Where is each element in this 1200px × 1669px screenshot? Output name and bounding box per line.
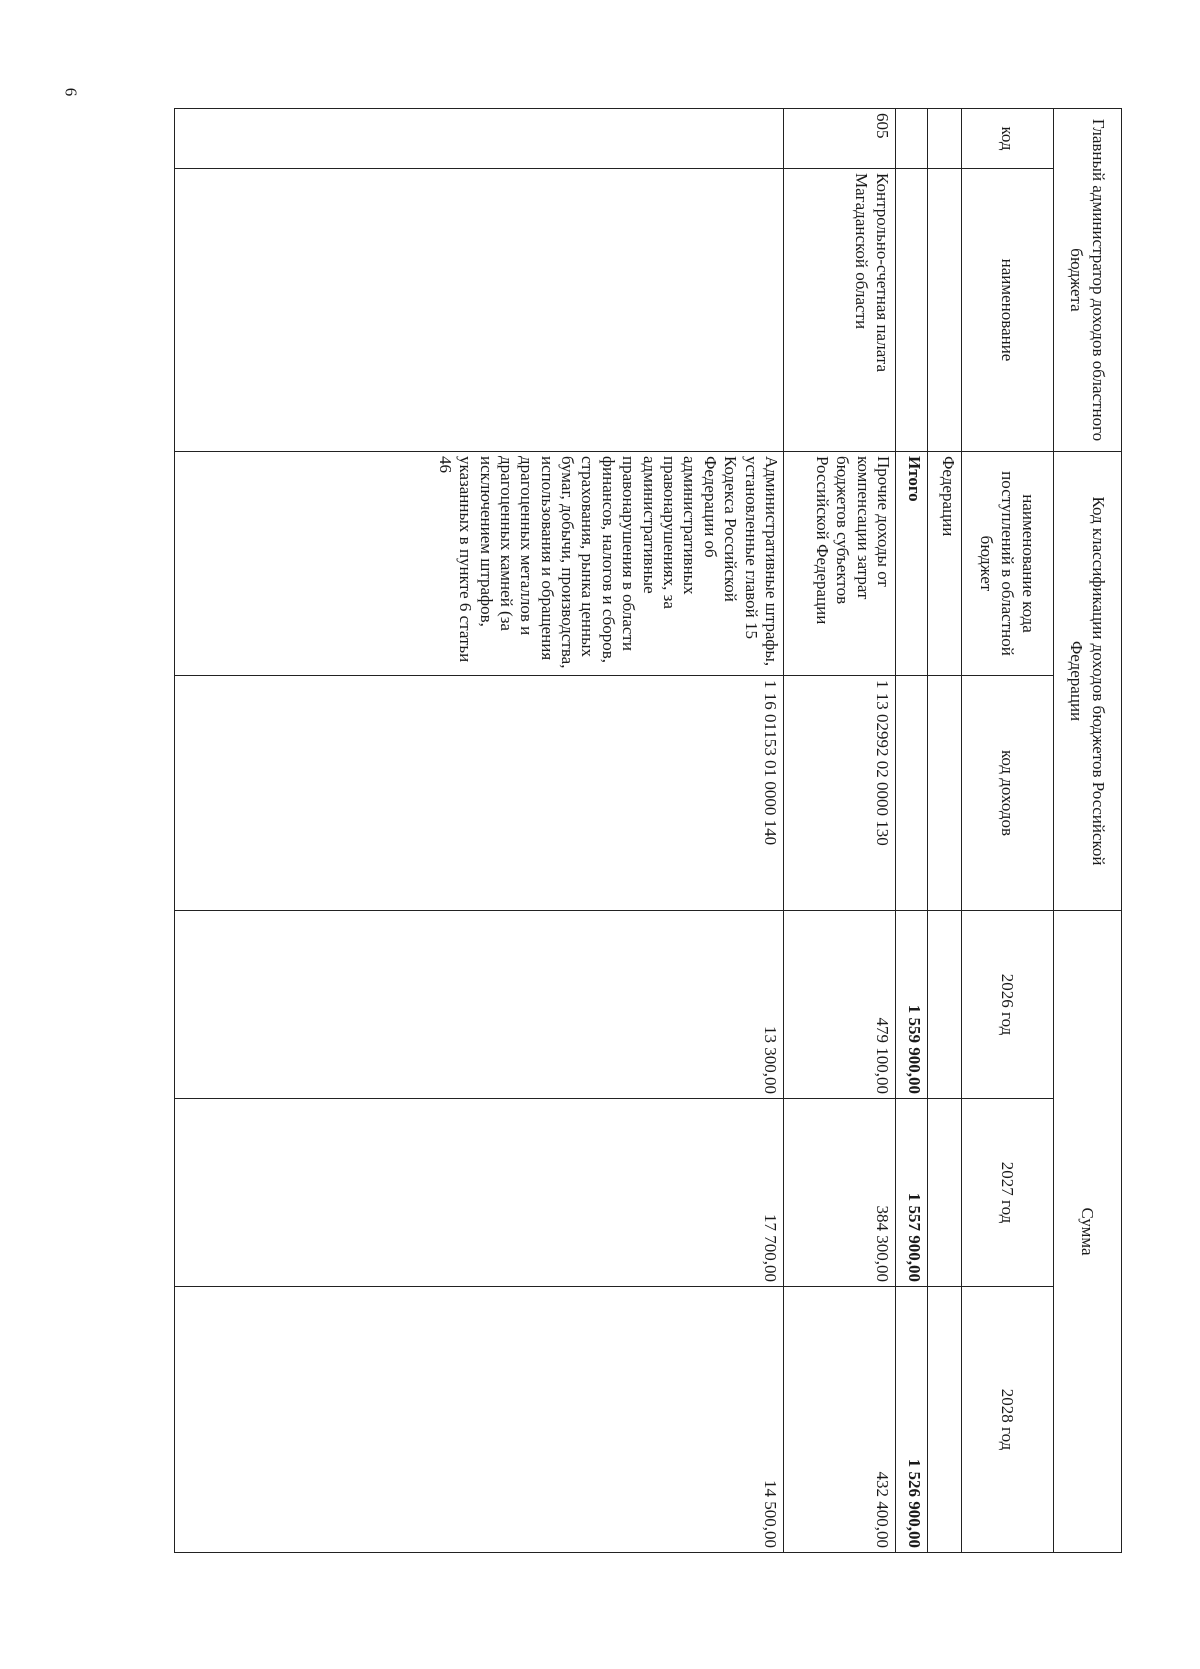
year-2028-header: 2028 год: [962, 1287, 1054, 1553]
row-value-2028: [928, 1287, 962, 1553]
row-code: [928, 109, 962, 169]
page-number: 6: [61, 87, 81, 97]
total-label: Итого: [896, 452, 928, 676]
table-row-total: [896, 109, 928, 1553]
admin-code-header: код: [962, 109, 1054, 169]
row-income-code: 1 13 02992 02 0000 130: [784, 676, 896, 911]
row-value-2026: 479 100,00: [784, 911, 896, 1099]
table-row: [175, 109, 784, 1553]
row-code: [175, 109, 784, 169]
row-value-2027: 17 700,00: [175, 1099, 784, 1287]
table-row: [928, 109, 962, 1553]
total-2028: 1 526 900,00: [896, 1287, 928, 1553]
sum-group-header: Сумма: [1054, 911, 1122, 1553]
row-income-name: Прочие доходы от компенсации затрат бюджетов субъектов Российской Федерации: [784, 452, 896, 676]
row-income-name: Федерации: [928, 452, 962, 676]
income-code-header: код доходов: [962, 676, 1054, 911]
year-2027-header: 2027 год: [962, 1099, 1054, 1287]
row-value-2027: [928, 1099, 962, 1287]
row-income-code: [896, 676, 928, 911]
income-table: [174, 108, 1122, 1553]
total-2027: 1 557 900,00: [896, 1099, 928, 1287]
row-value-2026: 13 300,00: [175, 911, 784, 1099]
row-income-name: Административные штрафы, установленные главой 15 Кодекса Российской Федерации об административных правонарушениях, за административные правонарушения в области финансов, налогов и сборов, страхования, рынка ценных бумаг, добычи, производства, использования и обращения драгоценных металлов и драгоценных камней (за исключением штрафов, указанных в пункте 6 статьи 46: [175, 452, 784, 676]
classification-group-header: Код классификации доходов бюджетов Российской Федерации: [1054, 452, 1122, 911]
year-2026-header: 2026 год: [962, 911, 1054, 1099]
admin-name-header: наименование: [962, 169, 1054, 452]
row-admin: Контрольно-счетная палата Магаданской области: [784, 169, 896, 452]
row-admin: [896, 169, 928, 452]
row-admin: [928, 169, 962, 452]
row-value-2028: 432 400,00: [784, 1287, 896, 1553]
row-value-2026: [928, 911, 962, 1099]
income-name-header: наименование кода поступлений в областной бюджет: [962, 452, 1054, 676]
row-income-code: [928, 676, 962, 911]
admin-group-header: Главный администратор доходов областного бюджета: [1054, 109, 1122, 452]
row-code: [896, 109, 928, 169]
row-admin: [175, 169, 784, 452]
row-value-2028: 14 500,00: [175, 1287, 784, 1553]
row-value-2027: 384 300,00: [784, 1099, 896, 1287]
rotated-table-wrapper: [174, 108, 1122, 1552]
row-income-code: 1 16 01153 01 0000 140: [175, 676, 784, 911]
row-code: 605: [784, 109, 896, 169]
table-row: [784, 109, 896, 1553]
total-2026: 1 559 900,00: [896, 911, 928, 1099]
